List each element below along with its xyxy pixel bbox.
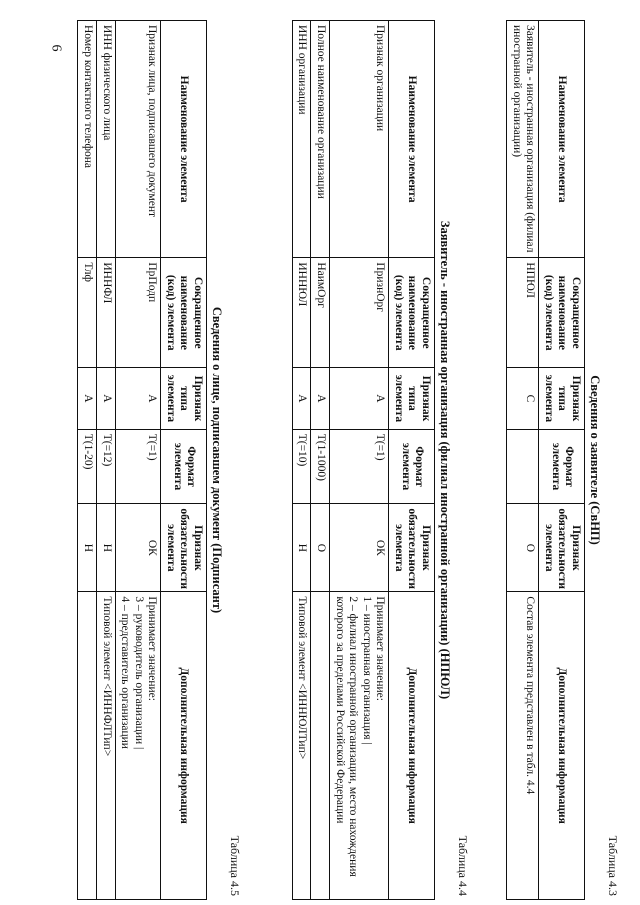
cell-element-name: Полное наименование организации	[311, 21, 330, 258]
cell-element-required: ОК	[330, 504, 389, 592]
info-line: 3 – руководитель организации |	[132, 596, 145, 750]
header-additional-info: Дополнительная информация	[539, 592, 585, 900]
spec-table	[292, 20, 435, 900]
table-row	[292, 21, 311, 900]
info-line: Принимает значение:	[374, 596, 387, 701]
info-line: 1 – иностранная организация |	[360, 596, 373, 745]
table-section	[506, 20, 620, 900]
table-title: Сведения о заявителе (СвНП)	[588, 375, 602, 545]
cell-element-code: ИННФЛ	[97, 258, 116, 368]
info-line: Принимает значение:	[146, 596, 159, 701]
header-element-name: Наименование элемента	[161, 21, 207, 258]
cell-element-name: Признак организации	[330, 21, 389, 258]
table-header-row	[161, 21, 207, 900]
cell-additional-info	[78, 592, 97, 900]
info-line: Типовой элемент <ИННФЛТип>	[100, 596, 113, 757]
header-element-format: Формат элемента	[539, 429, 585, 504]
info-line: 2 – филиал иностранной организации, место нахождения которого за пределами Российской Федерации	[333, 596, 360, 877]
header-element-type: Признак типа элемента	[389, 368, 435, 430]
cell-element-name: ИНН организации	[292, 21, 311, 258]
table-header-row	[539, 21, 585, 900]
cell-element-required: О	[507, 504, 539, 592]
table-row	[97, 21, 116, 900]
header-element-required: Признак обязательности элемента	[161, 504, 207, 592]
cell-element-type: А	[311, 368, 330, 430]
cell-additional-info	[97, 592, 116, 900]
info-line: Состав элемента представлен в табл. 4.4	[524, 596, 537, 795]
cell-element-code: Тлф	[78, 258, 97, 368]
cell-element-format: Т(=12)	[97, 429, 116, 504]
table-row	[507, 21, 539, 900]
cell-element-required: ОК	[115, 504, 161, 592]
cell-additional-info	[115, 592, 161, 900]
cell-element-format: Т(1-1000)	[311, 429, 330, 504]
cell-element-name: Заявитель - иностранная организация (филиал иностранной организации)	[507, 21, 539, 258]
rotated-page-content	[20, 20, 620, 900]
cell-element-type: А	[292, 368, 311, 430]
cell-element-required: О	[311, 504, 330, 592]
cell-element-name: Номер контактного телефона	[78, 21, 97, 258]
spec-table	[78, 20, 208, 900]
header-element-name: Наименование элемента	[539, 21, 585, 258]
cell-additional-info	[507, 592, 539, 900]
table-title: Сведения о лице, подписавшем документ (Подписант)	[210, 306, 224, 614]
cell-additional-info	[292, 592, 311, 900]
cell-element-format	[507, 429, 539, 504]
spec-table	[506, 20, 585, 900]
cell-element-name: Признак лица, подписавшего документ	[115, 21, 161, 258]
table-row	[78, 21, 97, 900]
header-element-code: Сокращенное наименование (код) элемента	[539, 258, 585, 368]
header-element-format: Формат элемента	[161, 429, 207, 504]
cell-element-format: Т(=1)	[330, 429, 389, 504]
cell-element-type: А	[330, 368, 389, 430]
cell-element-format: Т(=1)	[115, 429, 161, 504]
page-number: 6	[48, 44, 64, 52]
table-label: Таблица 4.5	[228, 835, 242, 896]
info-line: Типовой элемент <ИННЮЛТип>	[296, 596, 309, 760]
header-element-code: Сокращенное наименование (код) элемента	[389, 258, 435, 368]
cell-element-code: ПризнОрг	[330, 258, 389, 368]
table-row	[115, 21, 161, 900]
header-additional-info: Дополнительная информация	[161, 592, 207, 900]
header-element-code: Сокращенное наименование (код) элемента	[161, 258, 207, 368]
table-header-row	[389, 21, 435, 900]
cell-element-type: А	[97, 368, 116, 430]
header-element-required: Признак обязательности элемента	[539, 504, 585, 592]
table-section	[292, 20, 470, 900]
cell-element-type: С	[507, 368, 539, 430]
cell-element-format: Т(=10)	[292, 429, 311, 504]
header-element-type: Признак типа элемента	[161, 368, 207, 430]
cell-element-type: А	[78, 368, 97, 430]
cell-additional-info	[330, 592, 389, 900]
header-element-type: Признак типа элемента	[539, 368, 585, 430]
table-row	[330, 21, 389, 900]
cell-element-required: Н	[97, 504, 116, 592]
info-line: 4 – представитель организации	[119, 596, 132, 749]
header-element-name: Наименование элемента	[389, 21, 435, 258]
table-label: Таблица 4.4	[456, 835, 470, 896]
cell-element-code: ПрПодп	[115, 258, 161, 368]
cell-element-code: ИННЮЛ	[292, 258, 311, 368]
table-section	[78, 20, 243, 900]
table-title: Заявитель - иностранная организация (филиал иностранной организации) (НПЮЛ)	[438, 220, 452, 700]
cell-additional-info	[311, 592, 330, 900]
header-element-format: Формат элемента	[389, 429, 435, 504]
header-additional-info: Дополнительная информация	[389, 592, 435, 900]
cell-element-code: НаимОрг	[311, 258, 330, 368]
header-element-required: Признак обязательности элемента	[389, 504, 435, 592]
table-label: Таблица 4.3	[606, 835, 620, 896]
cell-element-name: ИНН физического лица	[97, 21, 116, 258]
cell-element-code: НПЮЛ	[507, 258, 539, 368]
cell-element-format: Т(1-20)	[78, 429, 97, 504]
cell-element-type: А	[115, 368, 161, 430]
cell-element-required: Н	[292, 504, 311, 592]
table-row	[311, 21, 330, 900]
cell-element-required: Н	[78, 504, 97, 592]
